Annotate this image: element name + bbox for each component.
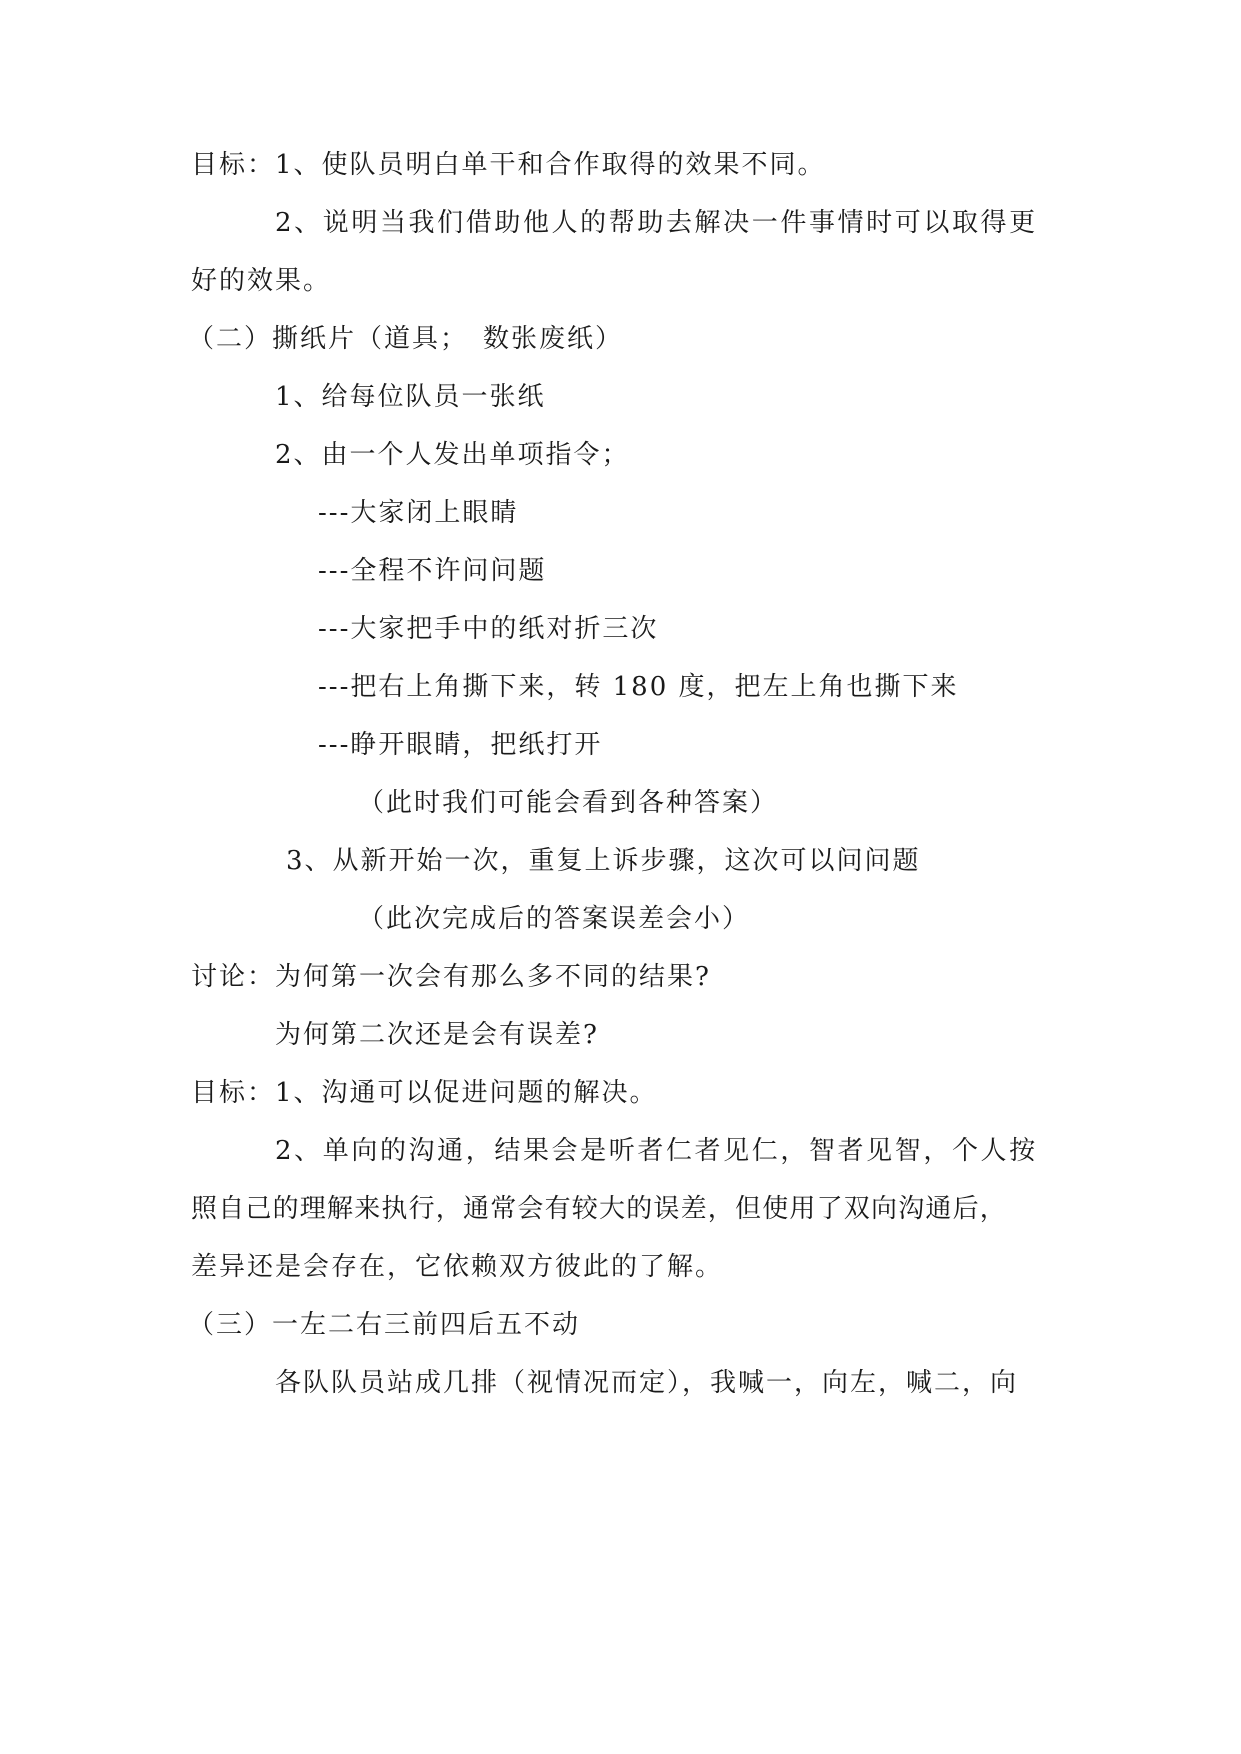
goal-2-line: 2、单向的沟通，结果会是听者仁者见仁，智者见智，个人按 <box>275 1136 1038 1166</box>
instruction-line: ---把右上角撕下来，转 180 度，把左上角也撕下来 <box>318 672 959 702</box>
goal-2-continuation: 照自己的理解来执行，通常会有较大的误差，但使用了双向沟通后， <box>191 1194 1008 1224</box>
note-line: （此时我们可能会看到各种答案） <box>358 788 779 818</box>
note-line: （此次完成后的答案误差会小） <box>358 904 751 934</box>
goal-2-line: 2、说明当我们借助他人的帮助去解决一件事情时可以取得更 <box>275 208 1038 238</box>
instruction-line: ---睁开眼睛，把纸打开 <box>318 730 603 760</box>
section-heading-2: （二）撕纸片（道具； 数张废纸） <box>188 324 624 354</box>
instruction-line: ---大家把手中的纸对折三次 <box>318 614 659 644</box>
goal-2-continuation: 好的效果。 <box>191 266 332 296</box>
section-heading-3: （三）一左二右三前四后五不动 <box>188 1310 581 1340</box>
paragraph-line: 各队队员站成几排（视情况而定），我喊一，向左，喊二，向 <box>275 1368 1019 1398</box>
discussion-line: 为何第二次还是会有误差? <box>275 1020 599 1050</box>
step-1-line: 1、给每位队员一张纸 <box>275 382 546 412</box>
step-3-line: 3、从新开始一次，重复上诉步骤，这次可以问问题 <box>286 846 921 876</box>
instruction-line: ---大家闭上眼睛 <box>318 498 519 528</box>
step-2-line: 2、由一个人发出单项指令； <box>275 440 630 470</box>
goal-1-line: 目标：1、沟通可以促进问题的解决。 <box>191 1078 658 1108</box>
goal-1-line: 目标：1、使队员明白单干和合作取得的效果不同。 <box>191 150 826 180</box>
instruction-line: ---全程不许问问题 <box>318 556 547 586</box>
goal-2-continuation: 差异还是会存在，它依赖双方彼此的了解。 <box>191 1252 724 1282</box>
discussion-line: 讨论：为何第一次会有那么多不同的结果? <box>191 962 711 992</box>
